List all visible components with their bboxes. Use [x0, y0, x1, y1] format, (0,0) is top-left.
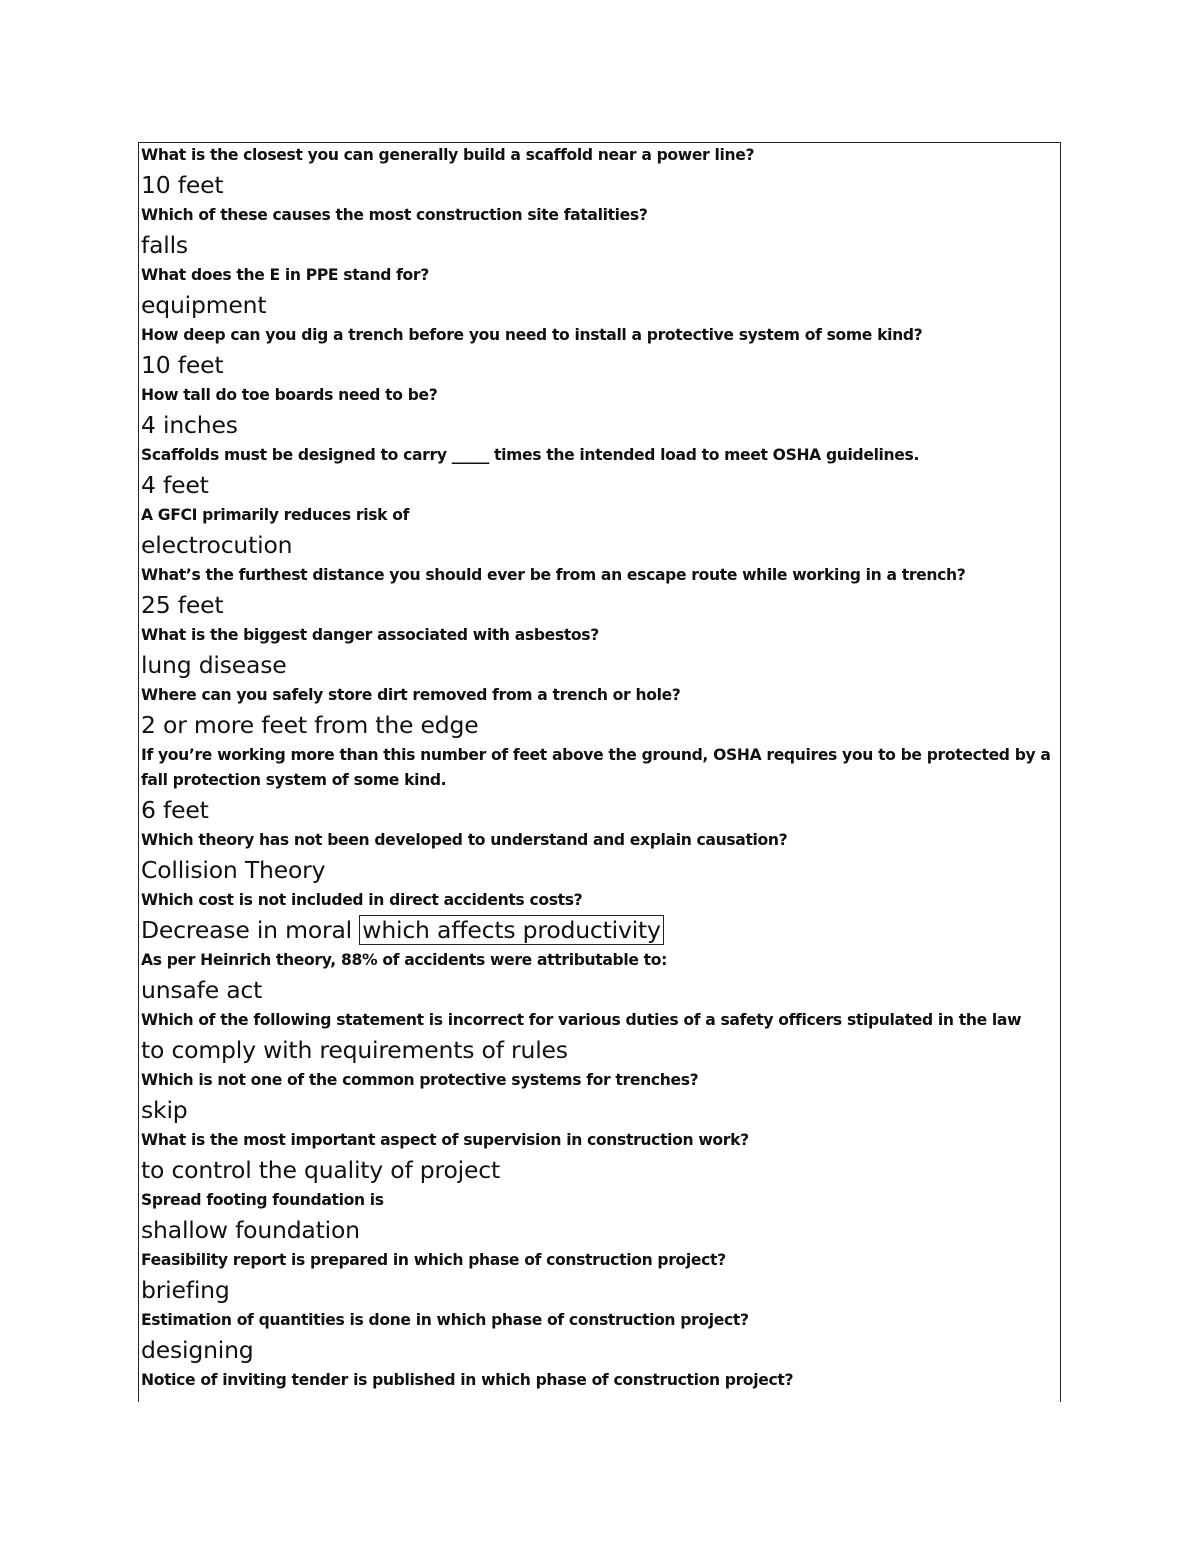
answer-text: 25 feet: [141, 591, 224, 619]
answer-text: unsafe act: [141, 976, 263, 1004]
question-text: Which of the following statement is incorrect for various duties of a safety officers stipulated in the law: [141, 1011, 1022, 1029]
qa-item: [141, 1008, 1058, 1068]
question-text: Feasibility report is prepared in which phase of construction project?: [141, 1251, 726, 1269]
qa-item: [141, 828, 1058, 888]
question-text: Which is not one of the common protective systems for trenches?: [141, 1071, 699, 1089]
qa-item: [141, 1188, 1058, 1248]
question-text: Which theory has not been developed to understand and explain causation?: [141, 831, 788, 849]
qa-item: [141, 563, 1058, 623]
question-text: What’s the furthest distance you should ever be from an escape route while working in a trench?: [141, 566, 966, 584]
question-text: Which of these causes the most construction site fatalities?: [141, 206, 648, 224]
qa-item: [141, 323, 1058, 383]
answer-highlight-box: which affects productivity: [359, 915, 663, 945]
question-text: How deep can you dig a trench before you need to install a protective system of some kind?: [141, 326, 923, 344]
answer-text: designing: [141, 1336, 254, 1364]
answer-text: 2 or more feet from the edge: [141, 711, 479, 739]
qa-item: [141, 948, 1058, 1008]
question-text: If you’re working more than this number of feet above the ground, OSHA requires you to be protected by a fall protection system of some kind.: [141, 746, 1051, 789]
answer-text: 4 feet: [141, 471, 209, 499]
question-text: What is the most important aspect of supervision in construction work?: [141, 1131, 749, 1149]
question-text: As per Heinrich theory, 88% of accidents were attributable to:: [141, 951, 668, 969]
qa-item: [141, 1308, 1058, 1368]
question-text: A GFCI primarily reduces risk of: [141, 506, 410, 524]
answer-text-part: Decrease in moral: [141, 916, 353, 944]
answer-text: 4 inches: [141, 411, 238, 439]
qa-item: [141, 1368, 1058, 1393]
answer-text: 6 feet: [141, 796, 209, 824]
qa-item: [141, 1128, 1058, 1188]
qa-item: [141, 623, 1058, 683]
qa-list: [141, 143, 1058, 1393]
answer-text: briefing: [141, 1276, 230, 1304]
answer-text: 10 feet: [141, 171, 224, 199]
qa-item: [141, 743, 1058, 828]
qa-item: [141, 888, 1058, 948]
qa-item: [141, 1248, 1058, 1308]
qa-item: [141, 203, 1058, 263]
answer-text: skip: [141, 1096, 188, 1124]
question-text: Where can you safely store dirt removed from a trench or hole?: [141, 686, 681, 704]
answer-text: shallow foundation: [141, 1216, 360, 1244]
question-text: Spread footing foundation is: [141, 1191, 384, 1209]
document-frame: [138, 142, 1061, 1402]
qa-item: [141, 503, 1058, 563]
question-text: How tall do toe boards need to be?: [141, 386, 438, 404]
qa-item: [141, 383, 1058, 443]
question-text: Notice of inviting tender is published in which phase of construction project?: [141, 1371, 794, 1389]
question-text: Scaffolds must be designed to carry _____ times the intended load to meet OSHA guidelines.: [141, 446, 920, 464]
answer-text: equipment: [141, 291, 267, 319]
answer-text: Collision Theory: [141, 856, 326, 884]
question-text: Which cost is not included in direct accidents costs?: [141, 891, 583, 909]
qa-item: [141, 683, 1058, 743]
qa-item: [141, 263, 1058, 323]
qa-item: [141, 143, 1058, 203]
answer-text: 10 feet: [141, 351, 224, 379]
question-text: What is the biggest danger associated with asbestos?: [141, 626, 599, 644]
question-text: Estimation of quantities is done in which phase of construction project?: [141, 1311, 749, 1329]
qa-item: [141, 1068, 1058, 1128]
question-text: What does the E in PPE stand for?: [141, 266, 429, 284]
question-text: What is the closest you can generally build a scaffold near a power line?: [141, 146, 755, 164]
answer-text: falls: [141, 231, 188, 259]
answer-text: lung disease: [141, 651, 287, 679]
answer-text: [141, 913, 1058, 948]
answer-text: to comply with requirements of rules: [141, 1036, 568, 1064]
qa-item: [141, 443, 1058, 503]
answer-text: to control the quality of project: [141, 1156, 500, 1184]
answer-text: electrocution: [141, 531, 293, 559]
